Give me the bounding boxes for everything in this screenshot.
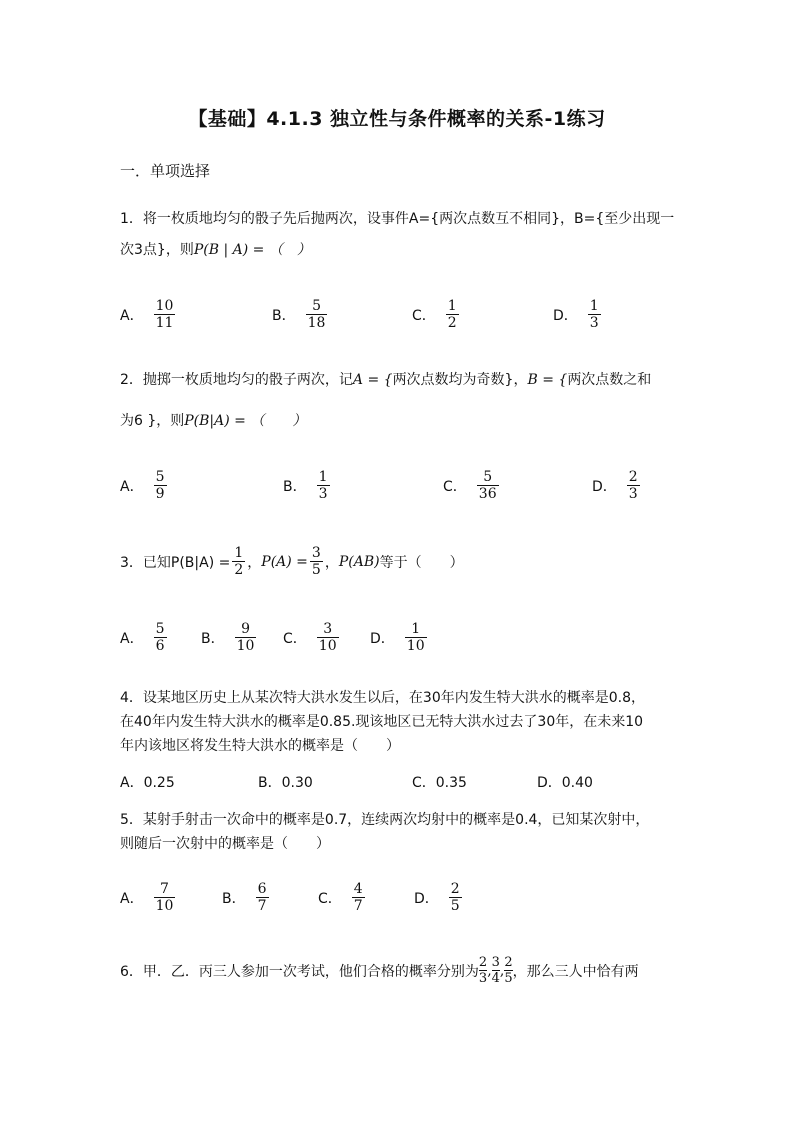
fraction: $\frac{3}{5}$: [311, 545, 321, 578]
q5-option-b[interactable]: [222, 881, 271, 914]
fraction: $\frac{5}{6}$: [155, 621, 165, 654]
fraction: $\frac{2}{5}$: [450, 881, 460, 914]
q5-option-d[interactable]: [414, 881, 464, 914]
q2-text-pre: 2．抛掷一枚质地均匀的骰子两次，记: [120, 372, 353, 388]
fraction: $\frac{5}{9}$: [155, 469, 165, 502]
fraction: $\frac{3}{10}$: [318, 621, 337, 654]
option-label: D．: [414, 890, 439, 907]
q3-option-b[interactable]: [201, 621, 258, 654]
fraction: $\frac{3}{4}$: [491, 955, 500, 986]
option-label: A．: [120, 630, 144, 647]
fraction: $\frac{1}{2}$: [447, 298, 457, 331]
q1-line1: 1．将一枚质地均匀的骰子先后抛两次，设事件A={两次点数互不相同}，B={至少出现一: [120, 211, 675, 227]
q2-option-a[interactable]: [120, 469, 169, 502]
fraction: $\frac{5}{36}$: [478, 469, 497, 502]
fraction: $\frac{2}{3}$: [628, 469, 638, 502]
q2-event-b: B = {: [527, 372, 568, 388]
option-label: D．: [553, 307, 578, 324]
q6-line: [120, 955, 639, 986]
option-label: B．: [283, 478, 307, 495]
q3-sep1: ，: [247, 554, 262, 571]
q2-option-c[interactable]: [443, 469, 501, 502]
option-label: D．: [592, 478, 617, 495]
q1-line2: [120, 240, 311, 260]
q6-text-pre: 6．甲．乙．丙三人参加一次考试，他们合格的概率分别为: [120, 963, 479, 980]
q4-option-d[interactable]: D．0.40: [537, 775, 593, 791]
q2-option-d[interactable]: [592, 469, 642, 502]
q2-line2: [120, 411, 306, 431]
q3-line: [120, 545, 464, 578]
option-label: A．: [120, 307, 144, 324]
q4-line3: 年内该地区将发生特大洪水的概率是（ ）: [120, 738, 400, 754]
q1-option-b[interactable]: [272, 298, 329, 331]
q4-option-a[interactable]: A．0.25: [120, 775, 175, 791]
option-label: A．: [120, 478, 144, 495]
q4-option-c[interactable]: C．0.35: [412, 775, 467, 791]
q3-text-end: 等于（ ）: [379, 554, 464, 571]
q1-option-c[interactable]: [412, 298, 461, 331]
q2-text-end: 两次点数之和: [567, 372, 652, 388]
q1-line2-pre: 次3点}，则: [120, 242, 194, 258]
fraction: $\frac{10}{11}$: [155, 298, 174, 331]
q6-text-end: ，那么三人中恰有两: [512, 963, 639, 980]
fraction: $\frac{4}{7}$: [353, 881, 363, 914]
q5-line1: 5．某射手射击一次命中的概率是0.7，连续两次均射中的概率是0.4，已知某次射中，: [120, 812, 650, 828]
fraction: $\frac{1}{3}$: [589, 298, 599, 331]
section-heading: 一．单项选择: [120, 162, 211, 180]
q5-option-a[interactable]: [120, 881, 177, 914]
q2-text-mid: 两次点数均为奇数}，: [392, 372, 528, 388]
fraction: $\frac{9}{10}$: [236, 621, 255, 654]
q3-option-c[interactable]: [283, 621, 341, 654]
q5-line2: 则随后一次射中的概率是（ ）: [120, 836, 330, 852]
q3-pab: P(AB): [338, 553, 380, 570]
q2-line1: [120, 370, 651, 390]
option-label: C．: [412, 307, 436, 324]
option-label: B．: [201, 630, 225, 647]
option-label: D．: [370, 630, 395, 647]
q3-option-d[interactable]: [370, 621, 429, 654]
option-label: B．: [222, 890, 246, 907]
fraction: $\frac{1}{10}$: [406, 621, 425, 654]
q2-line2-pre: 为6 }，则: [120, 413, 185, 429]
q3-text-pre: 3．已知P(B|A) =: [120, 554, 231, 571]
q3-pa: P(A) =: [261, 553, 308, 570]
q4-line1: 4．设某地区历史上从某次特大洪水发生以后，在30年内发生特大洪水的概率是0.8，: [120, 690, 645, 706]
q2-expression: P(B|A) = （ ）: [184, 413, 307, 429]
option-label: A．: [120, 890, 144, 907]
q2-event-a: A = {: [352, 372, 393, 388]
fraction: $\frac{1}{3}$: [318, 469, 328, 502]
fraction: $\frac{2}{3}$: [478, 955, 488, 986]
q4-line2: 在40年内发生特大洪水的概率是0.85.现该地区已无特大洪水过去了30年，在未来10: [120, 714, 644, 730]
q2-option-b[interactable]: [283, 469, 332, 502]
q1-option-a[interactable]: [120, 298, 177, 331]
option-label: C．: [283, 630, 307, 647]
fraction: $\frac{5}{18}$: [307, 298, 326, 331]
option-label: B．: [272, 307, 296, 324]
q5-option-c[interactable]: [318, 881, 367, 914]
q1-option-d[interactable]: [553, 298, 603, 331]
option-label: C．: [318, 890, 342, 907]
fraction: $\frac{6}{7}$: [257, 881, 267, 914]
comma: ,: [499, 962, 505, 979]
option-label: C．: [443, 478, 467, 495]
fraction: $\frac{1}{2}$: [234, 545, 244, 578]
page-title: 【基础】4.1.3 独立性与条件概率的关系-1练习: [188, 108, 606, 130]
comma: ,: [487, 962, 492, 979]
q4-option-b[interactable]: B．0.30: [258, 775, 313, 791]
fraction: $\frac{7}{10}$: [155, 881, 174, 914]
fraction: $\frac{2}{5}$: [504, 955, 513, 986]
q1-expression: P(B | A) = （ ）: [193, 242, 311, 258]
q3-option-a[interactable]: [120, 621, 169, 654]
q3-sep2: ，: [324, 554, 339, 571]
